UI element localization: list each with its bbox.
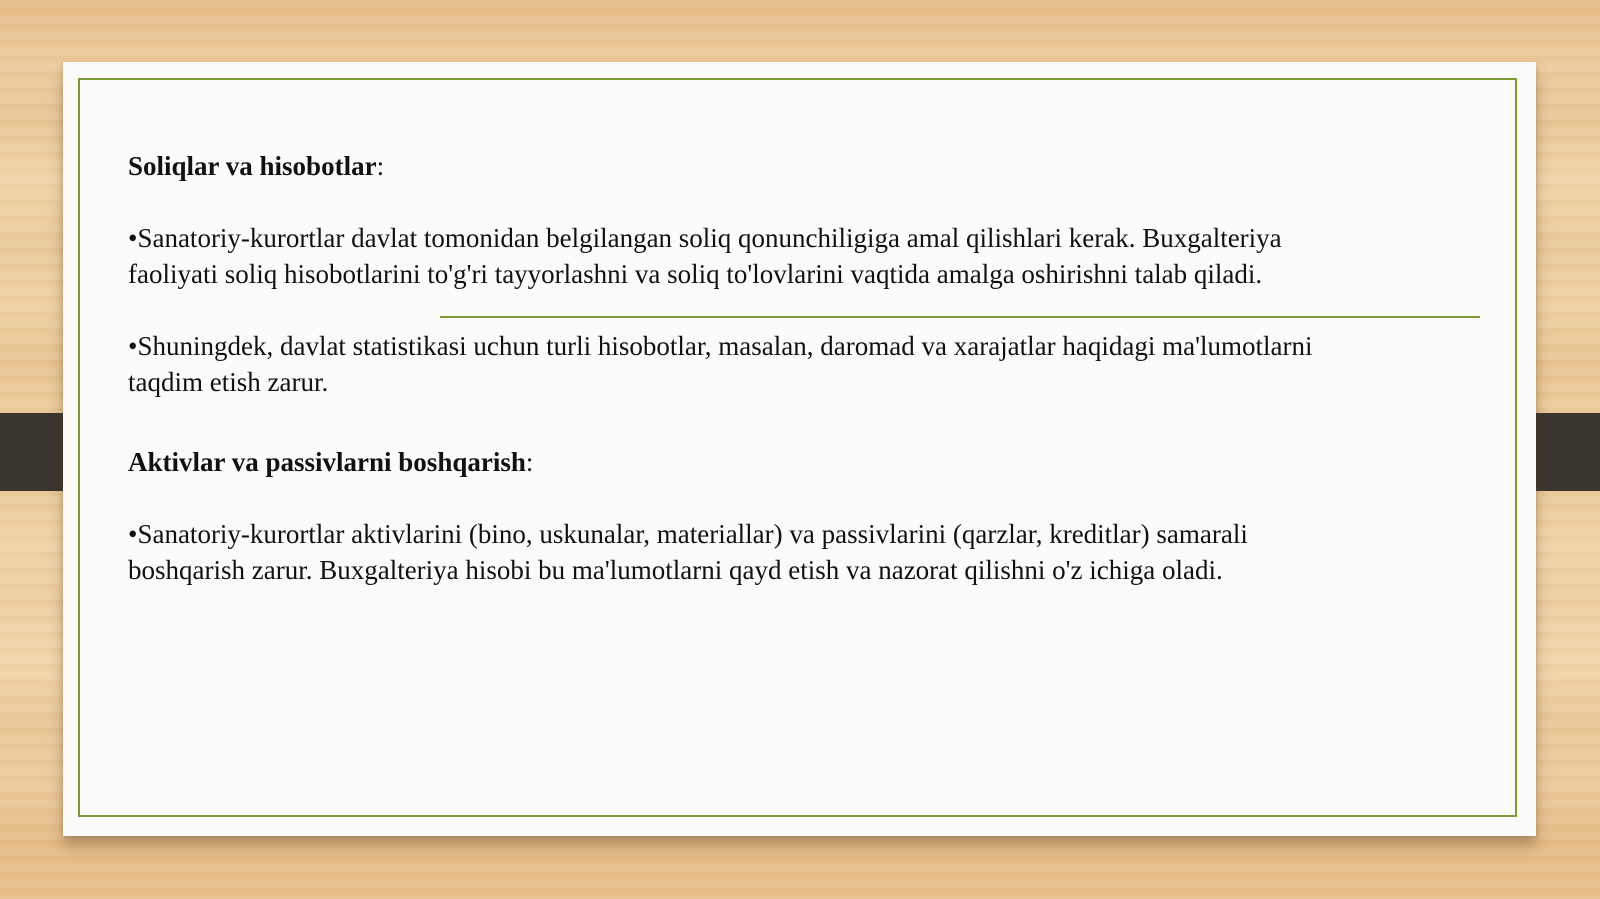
section-heading-taxes-text: Soliqlar va hisobotlar bbox=[128, 151, 377, 181]
section-heading-assets bbox=[128, 444, 1328, 480]
slide-content bbox=[128, 148, 1328, 588]
slide-paper bbox=[63, 62, 1536, 836]
section-heading-assets-colon: : bbox=[525, 447, 534, 477]
paragraph-tax-compliance: •Sanatoriy-kurortlar davlat tomonidan belgilangan soliq qonunchiligiga amal qilishlari kerak. Buxgalteriya faoliyati soliq hisobotlarini to'g'ri tayyorlashni va soliq to'lovlarini vaqtida amalga oshirishni talab qiladi. bbox=[128, 223, 1282, 289]
section-heading-assets-text: Aktivlar va passivlarni boshqarish bbox=[128, 447, 526, 477]
section-heading-taxes-colon: : bbox=[376, 151, 385, 181]
paragraph-assets-management: •Sanatoriy-kurortlar aktivlarini (bino, uskunalar, materiallar) va passivlarini (qarzlar, kreditlar) samarali boshqarish zarur. Buxgalteriya hisobi bu ma'lumotlarni qayd etish va nazorat qilishni o'z ichiga oladi. bbox=[128, 519, 1248, 585]
section-heading-taxes bbox=[128, 148, 1328, 184]
paragraph-statistics-reports: •Shuningdek, davlat statistikasi uchun turli hisobotlar, masalan, daromad va xarajatlar haqidagi ma'lumotlarni taqdim etish zarur. bbox=[128, 331, 1313, 397]
